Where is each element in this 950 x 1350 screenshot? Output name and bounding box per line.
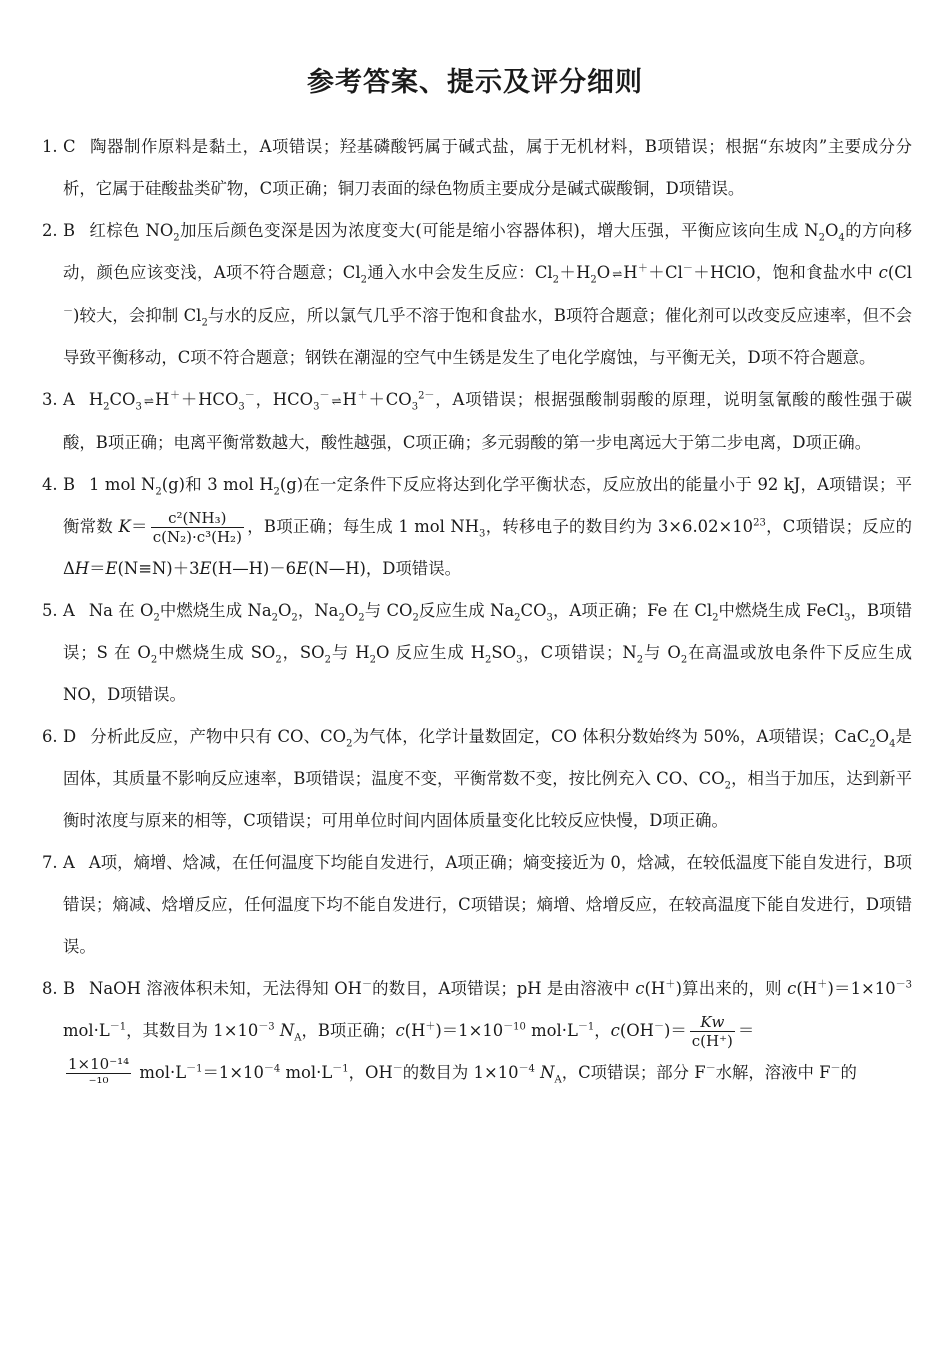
fraction-denominator: c(N₂)·c³(H₂) [152, 528, 242, 546]
explanation-text: ，HCO [254, 390, 314, 409]
explanation-text: O [277, 601, 292, 620]
explanation-text: E [199, 559, 212, 578]
explanation-text: 在高温或放电条件下反应生成 NO，D项错误。 [63, 643, 912, 704]
explanation-text: 红棕色 NO [89, 221, 174, 240]
explanation-text: 的 [840, 1063, 857, 1082]
equilibrium-arrow-icon: ⇌ [331, 394, 341, 408]
explanation-text: )＝1×10 [827, 979, 896, 998]
answer-item-1 [42, 126, 912, 210]
explanation-text: ， [594, 1021, 611, 1040]
explanation-text: ＋Cl [648, 263, 683, 282]
explanation-text: Na 在 O [88, 601, 154, 620]
explanation-text: c [635, 979, 645, 998]
answer-choice: B [63, 221, 76, 240]
oh-concentration-fraction [66, 1055, 131, 1092]
answer-item-8: 8. B NaOH 溶液体积未知，无法得知 OH－的数目，A项错误；pH 是由溶液中 c(H＋)算出来的，则 $c(H^+)=1\times 10^{-3}$ $mol\cdot L^{-1}$，其数目为 $1\times 10^{-3}$ $N_A$，B项正确；$c(H^+)=1\times 10^{-10}$ $mol\cdot L^{-1}$，c(OH－)＝ $\frac{Kw}{c(H^+)}$ ＝ $\frac{\text{1×10⁻¹⁴}}{\text{⁻¹⁰}}$ $mol\cdot L^{-1}=1\times 10^{-4}$ $mol\cdot L^{-1}$，OH－的数目为 $1\times 10^{-4}$ $N_A$，C项错误；部分 F－水解，溶液中 F－的 [42, 968, 912, 1094]
fraction-numerator: c²(NH₃) [151, 509, 244, 528]
explanation-text: 中燃烧生成 FeCl [718, 601, 845, 620]
answer-item-5: 5. A Na 在 $O_2$中燃烧生成 $Na_2O_2$，$Na_2O_2$与 $CO_2$反应生成 $Na_2CO_3$，A项正确；Fe 在 $Cl_2$中燃烧生成 FeCl$_3$，B项错误；S 在 $O_2$中燃烧生成 $SO_2$，$SO_2$与 $H_2O$ 反应生成 $H_2SO_3$，C项错误；$N_2$与 $O_2$在高温或放电条件下反应生成 NO，D项错误。 [42, 590, 912, 716]
explanation-text: N [279, 1021, 295, 1040]
explanation-text: (OH [619, 1021, 654, 1040]
explanation-text: H [623, 263, 638, 282]
explanation-text: (N≡N)＋3 [117, 559, 200, 578]
explanation-text: mol·L [134, 1063, 187, 1082]
answer-item-7 [42, 842, 912, 968]
explanation: A项，熵增、焓减，在任何温度下均能自发进行，A项正确；熵变接近为 0，焓减，在较低温度下能自发进行，B项错误；熵减、焓增反应，任何温度下均不能自发进行，C项错误；熵增、焓增反应，在较高温度下能自发进行，D项错误。 [63, 853, 912, 956]
explanation-text: ，SO [281, 643, 325, 662]
item-number: 2. [42, 221, 58, 240]
explanation-text: ，A项正确；Fe 在 Cl [552, 601, 713, 620]
explanation-text: H [342, 390, 357, 409]
explanation-text: ＝1×10 [202, 1063, 264, 1082]
explanation-text: K [118, 517, 131, 536]
explanation-text: H [74, 559, 90, 578]
item-number: 6. [42, 727, 58, 746]
explanation-text: O [596, 263, 611, 282]
explanation-text: 水解，溶液中 F [715, 1063, 831, 1082]
explanation-text: CO [520, 601, 547, 620]
explanation-text: O [824, 221, 839, 240]
explanation-text: c [610, 1021, 620, 1040]
answer-choice: D [63, 727, 77, 746]
answer-item-2: 2. B 红棕色 $NO_2$加压后颜色变深是因为浓度变大(可能是缩小容器体积)，增大压强，平衡应该向生成 $N_2O_4$的方向移动，颜色应该变浅，A项不符合题意；$Cl_2$通入水中会发生反应：$Cl_2+H_2O$ ⇌ H＋＋Cl－＋HClO，饱和食盐水中 c(Cl－)较大，会抑制 $Cl_2$与水的反应，所以氯气几乎不溶于饱和食盐水，B项符合题意；催化剂可以改变反应速率，但不会导致平衡移动，C项不符合题意；钢铁在潮湿的空气中生锈是发生了电化学腐蚀，与平衡无关，D项不符合题意。 [42, 210, 912, 379]
explanation-text: mol·L [525, 1021, 578, 1040]
explanation-text: SO [491, 643, 517, 662]
explanation-text: 为气体，化学计量数固定，CO 体积分数始终为 50%，A项错误；CaC [352, 727, 870, 746]
explanation-text: 与 CO [364, 601, 413, 620]
explanation-text: 与 O [643, 643, 681, 662]
explanation-text: ，转移电子的数目约为 3×6.02×10 [485, 517, 754, 536]
explanation-text: (g)和 3 mol H [161, 475, 274, 494]
explanation-text: 的数目为 1×10 [402, 1063, 519, 1082]
explanation-text: )较大，会抑制 Cl [73, 306, 202, 325]
fraction-denominator: c(H⁺) [691, 1032, 733, 1050]
explanation-text: ，C项错误；部分 F [561, 1063, 706, 1082]
item-number: 8. [42, 979, 58, 998]
explanation-text: )算出来的，则 [675, 979, 788, 998]
explanation-text: ＋HClO，饱和食盐水中 [692, 263, 879, 282]
explanation-text: ，B项正确；每生成 1 mol NH [246, 517, 480, 536]
explanation-text: (N—H)，D项错误。 [308, 559, 461, 578]
answer-choice: C [63, 137, 76, 156]
explanation-text: 与 H [330, 643, 370, 662]
explanation-text: ，C项错误；反应的 Δ [63, 517, 912, 578]
explanation-text: )＝1×10 [435, 1021, 504, 1040]
explanation-text: CO [109, 390, 136, 409]
explanation-text: ＋H [559, 263, 591, 282]
explanation-text: )＝ [663, 1021, 687, 1040]
answer-item-3: 3. A $H_2CO_3$ ⇌ $H^++HCO_3^-$，$HCO_3^-$ ⇌ $H^++CO_3^{2-}$，A项错误；根据强酸制弱酸的原理，说明氢氰酸的酸性强于碳酸，B项正确；电离平衡常数越大，酸性越强，C项正确；多元弱酸的第一步电离远大于第二步电离，D项正确。 [42, 379, 912, 464]
explanation-text: 分析此反应，产物中只有 CO、CO [90, 727, 347, 746]
explanation-text: c [878, 263, 888, 282]
explanation-text: ，相当于加压，达到新平衡时浓度与原来的相等，C项错误；可用单位时间内固体质量变化比较反应快慢，D项正确。 [63, 769, 912, 830]
explanation-text: ＝ [737, 1021, 755, 1040]
equilibrium-arrow-icon: ⇌ [143, 394, 153, 408]
explanation-text: 的数目，A项错误；pH 是由溶液中 [371, 979, 636, 998]
item-number: 5. [42, 601, 58, 620]
fraction-numerator: Kw [690, 1013, 735, 1032]
explanation-text: ，其数目为 1×10 [126, 1021, 259, 1040]
item-number: 1. [42, 137, 58, 156]
explanation-text: 是固体，其质量不影响反应速率，B项错误；温度不变，平衡常数不变，按比例充入 CO、CO [63, 727, 912, 788]
answer-choice: A [63, 853, 75, 872]
explanation-text: H [88, 390, 104, 409]
explanation-text: O [875, 727, 890, 746]
item-number: 3. [42, 390, 58, 409]
explanation: 陶器制作原料是黏土，A项错误；羟基磷酸钙属于碱式盐，属于无机材料，B项错误；根据“东坡肉”主要成分分析，它属于硅酸盐类矿物，C项正确；铜刀表面的绿色物质主要成分是碱式碳酸铜，D项错误。 [63, 137, 912, 198]
explanation-text: 与水的反应，所以氯气几乎不溶于饱和食盐水，B项符合题意；催化剂可以改变反应速率，但不会导致平衡移动，C项不符合题意；钢铁在潮湿的空气中生锈是发生了电化学腐蚀，与平衡无关，D项不符合题意。 [63, 306, 913, 367]
explanation-text: ，OH [348, 1063, 393, 1082]
answer-choice: B [63, 475, 76, 494]
explanation-text: N [540, 1063, 555, 1082]
explanation-text: (g)在一定条件下反应将达到化学平衡状态，反应放出的能量小于 92 kJ，A项错误；平衡常数 [63, 475, 912, 536]
explanation-text: E [105, 559, 118, 578]
answer-choice: A [63, 601, 75, 620]
answer-item-4: 4. B 1 mol $N_2(g)$和 3 mol $H_2(g)$在一定条件下反应将达到化学平衡状态，反应放出的能量小于 92 kJ，A项错误；平衡常数 K＝ $\frac{\text{c²(NH₃)}}{\text{c(N₂)·c³(H₂)}}$ ，B项正确；每生成 1 mol $NH_3$，转移电子的数目约为 $3\times 6.02\times 10^{23}$，C项错误；反应的 ΔH＝E(N≡N)＋3E(H—H)－6E(N—H)，D项错误。 [42, 464, 912, 590]
explanation-text: (Cl [887, 263, 913, 282]
explanation-text: H [154, 390, 170, 409]
answer-item-6: 6. D 分析此反应，产物中只有 CO、$CO_2$为气体，化学计量数固定，CO 体积分数始终为 50%，A项错误；$CaC_2O_4$是固体，其质量不影响反应速率，B项错误；温度不变，平衡常数不变，按比例充入 CO、$CO_2$，相当于加压，达到新平衡时浓度与原来的相等，C项错误；可用单位时间内固体质量变化比较反应快慢，D项正确。 [42, 716, 912, 842]
explanation-text: 加压后颜色变深是因为浓度变大(可能是缩小容器体积)，增大压强，平衡应该向生成 N [179, 221, 819, 240]
explanation-text: (H—H)－6 [211, 559, 297, 578]
explanation-text: 通入水中会发生反应：Cl [366, 263, 553, 282]
explanation-text: ，B项正确； [301, 1021, 396, 1040]
explanation-text: ＋HCO [180, 390, 239, 409]
equilibrium-constant-fraction [151, 509, 244, 546]
explanation-text: 中燃烧生成 SO [157, 643, 276, 662]
explanation-text: ＝ [130, 517, 148, 536]
explanation-text: c [395, 1021, 405, 1040]
explanation-text: 中燃烧生成 Na [159, 601, 272, 620]
answer-choice: B [63, 979, 76, 998]
explanation-text: 1 mol N [89, 475, 156, 494]
explanation-text: O [344, 601, 359, 620]
page-title: 参考答案、提示及评分细则 [307, 67, 643, 98]
item-number: 4. [42, 475, 58, 494]
item-number: 7. [42, 853, 58, 872]
explanation-text: E [296, 559, 309, 578]
explanation-text: (H [404, 1021, 426, 1040]
explanation-text: ，Na [297, 601, 339, 620]
explanation-text: ，C项错误；N [522, 643, 637, 662]
explanation-text: ，A项错误；根据强酸制弱酸的原理，说明氢氰酸的酸性强于碳酸，B项正确；电离平衡常数越大，酸性越强，C项正确；多元弱酸的第一步电离远大于第二步电离，D项正确。 [63, 390, 912, 452]
explanation-text: NaOH 溶液体积未知，无法得知 OH [89, 979, 362, 998]
explanation-text: 的方向移动，颜色应该变浅，A项不符合题意；Cl [63, 221, 912, 282]
answer-list [42, 126, 912, 1094]
explanation-text: (H [644, 979, 666, 998]
explanation-text: (H [796, 979, 818, 998]
explanation-text: O 反应生成 H [375, 643, 486, 662]
explanation-text: 反应生成 Na [418, 601, 515, 620]
fraction-numerator: 1×10⁻¹⁴ [68, 1055, 130, 1073]
explanation-text: mol·L [63, 1021, 110, 1040]
equilibrium-arrow-icon: ⇌ [612, 267, 622, 281]
explanation-text: ＝ [89, 559, 106, 578]
fraction-denominator: ⁻¹⁰ [88, 1074, 109, 1092]
explanation-text: c [787, 979, 797, 998]
kw-fraction [690, 1013, 735, 1050]
explanation-text: mol·L [280, 1063, 333, 1082]
explanation-text: ，B项错误；S 在 O [63, 601, 913, 662]
explanation-text: ＋CO [368, 390, 412, 409]
answer-choice: A [63, 390, 75, 409]
